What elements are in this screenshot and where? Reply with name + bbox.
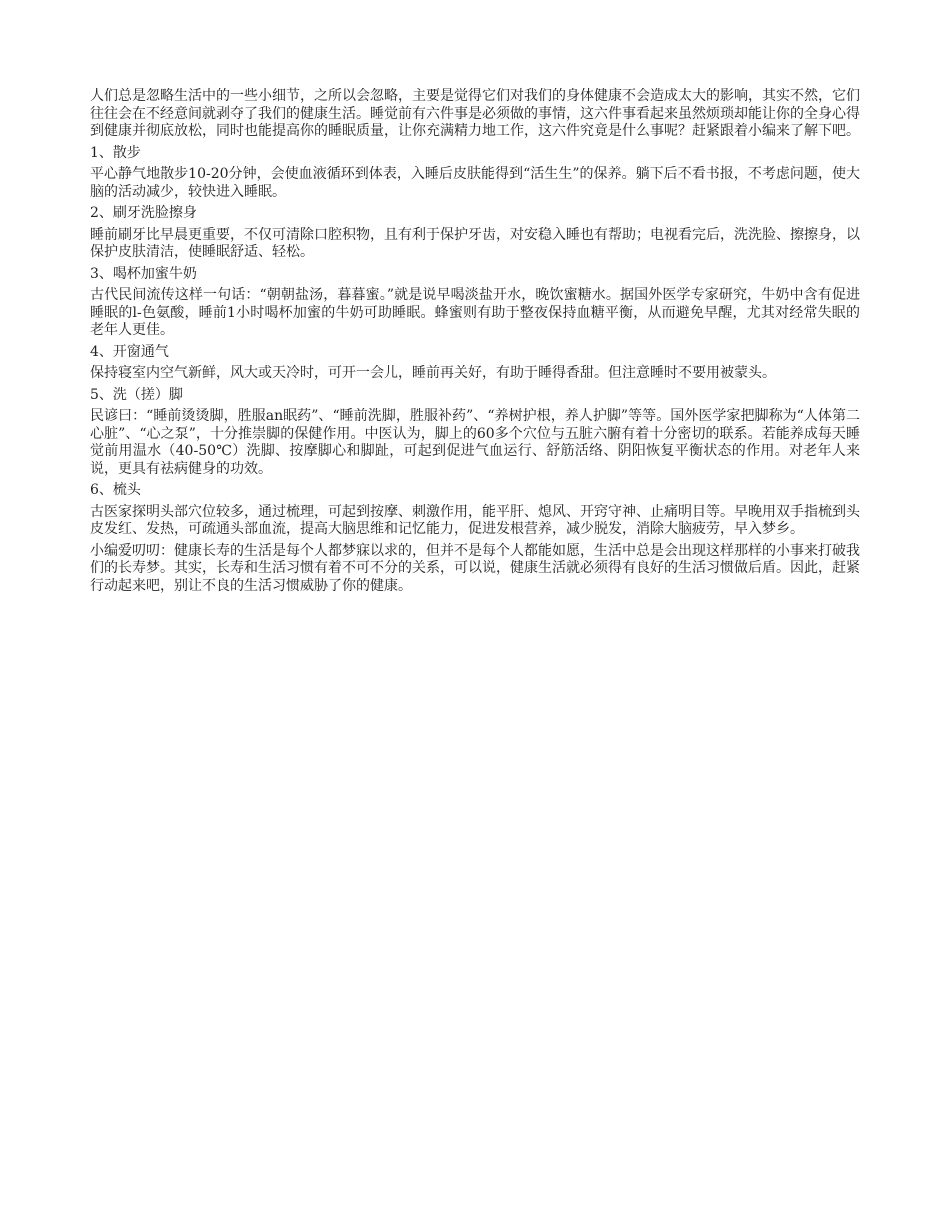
section-heading-brush-wash: 2、刷牙洗脸擦身 [90,205,197,221]
section-heading-ventilate: 4、开窗通气 [90,343,169,360]
section-body-honey-milk: 古代民间流传这样一句话：“朝朝盐汤，暮暮蜜。”就是说早喝淡盐开水，晚饮蜜糖水。据国外医学专家研究，牛奶中含有促进睡眠的l-色氨酸，睡前1小时喝杯加蜜的牛奶可助睡眠。蜂蜜则有助于整夜保持血糖平衡，从而避免早醒，尤其对经常失眠的老年人更佳。 [90,287,860,338]
intro-paragraph: 人们总是忽略生活中的一些小细节，之所以会忽略，主要是觉得它们对我们的身体健康不会造成太大的影响，其实不然，它们往往会在不经意间就剥夺了我们的健康生活。睡觉前有六件事是必须做的事情，这六件事看起来虽然烦琐却能让你的全身心得到健康并彻底放松，同时也能提高你的睡眠质量，让你充满精力地工作，这六件究竟是什么事呢？赶紧跟着小编来了解下吧。 [90,88,860,139]
section-body-walk: 平心静气地散步10-20分钟，会使血液循环到体表，入睡后皮肤能得到“活生生”的保养。躺下后不看书报，不考虑问题，使大脑的活动减少，较快进入睡眠。 [90,166,860,200]
section-heading-comb-hair: 6、梳头 [90,482,141,498]
section-heading-wash-feet: 5、洗（搓）脚 [90,386,183,403]
closing-paragraph: 小编爱叨叨：健康长寿的生活是每个人都梦寐以求的，但并不是每个人都能如愿，生活中总是会出现这样那样的小事来打破我们的长寿梦。其实，长寿和生活习惯有着不可不分的关系，可以说，健康生活就必须得有良好的生活习惯做后盾。因此，赶紧行动起来吧，别让不良的生活习惯威胁了你的健康。 [90,542,860,594]
section-heading-honey-milk: 3、喝杯加蜜牛奶 [90,265,197,282]
section-body-comb-hair: 古医家探明头部穴位较多，通过梳理，可起到按摩、刺激作用，能平肝、熄风、开窍守神、止痛明目等。早晚用双手指梳到头皮发红、发热，可疏通头部血流，提高大脑思维和记忆能力，促进发根营养，减少脱发，消除大脑疲劳，早入梦乡。 [90,503,860,537]
section-body-wash-feet: 民谚曰：“睡前烫烫脚，胜服an眠药”、“睡前洗脚，胜服补药”、“养树护根，养人护脚”等等。国外医学家把脚称为“人体第二心脏”、“心之泵”，十分推崇脚的保健作用。中医认为，脚上的60多个穴位与五脏六腑有着十分密切的联系。若能养成每天睡觉前用温水（40-50℃）洗脚、按摩脚心和脚趾，可起到促进气血运行、舒筋活络、阴阳恢复平衡状态的作用。对老年人来说，更具有祛病健身的功效。 [90,408,860,477]
section-heading-walk: 1、散步 [90,144,141,161]
section-body-brush-wash: 睡前刷牙比早晨更重要，不仅可清除口腔积物，且有利于保护牙齿，对安稳入睡也有帮助；电视看完后，洗洗脸、擦擦身，以保护皮肤清洁，使睡眠舒适、轻松。 [90,226,860,260]
section-body-ventilate: 保持寝室内空气新鲜，风大或天冷时，可开一会儿，睡前再关好，有助于睡得香甜。但注意睡时不要用被蒙头。 [90,365,776,381]
